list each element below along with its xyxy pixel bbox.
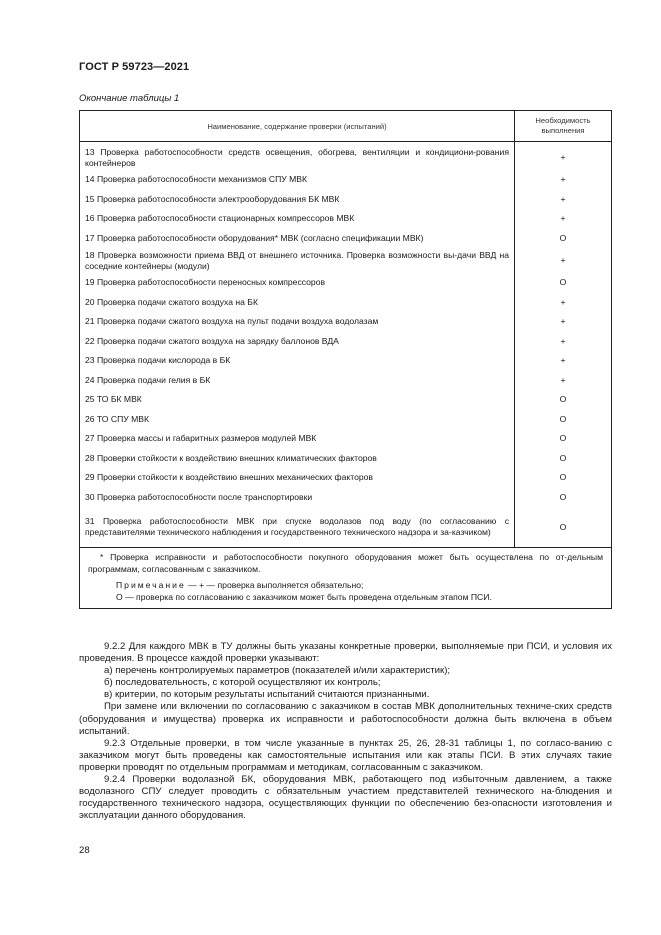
row-need: O — [515, 410, 612, 430]
row-name: 13 Проверка работоспособности средств освещения, обогрева, вентиляции и кондициони-рования контейнеров — [80, 142, 515, 171]
row-need: + — [515, 351, 612, 371]
row-name: 25 ТО БК МВК — [80, 390, 515, 410]
row-need: + — [515, 142, 612, 171]
row-name: 22 Проверка подачи сжатого воздуха на зарядку баллонов ВДА — [80, 332, 515, 352]
row-name: 17 Проверка работоспособности оборудования* МВК (согласно спецификации МВК) — [80, 229, 515, 249]
table-row — [80, 142, 612, 171]
row-need: + — [515, 248, 612, 273]
row-name: 30 Проверка работоспособности после транспортировки — [80, 488, 515, 508]
row-need: + — [515, 209, 612, 229]
note-label: Примечание — [116, 580, 186, 590]
row-name: 15 Проверка работоспособности электрооборудования БК МВК — [80, 190, 515, 210]
table-row — [80, 488, 612, 508]
row-need: O — [515, 429, 612, 449]
row-need: O — [515, 468, 612, 488]
table-row — [80, 229, 612, 249]
table-row — [80, 332, 612, 352]
footnote: * Проверка исправности и работоспособности покупного оборудования может быть осуществлена по от-дельным программам, согласованным с заказчиком. — [88, 552, 603, 574]
table-row — [80, 190, 612, 210]
column-header-name: Наименование, содержание проверки (испытаний) — [80, 111, 515, 142]
row-need: O — [515, 449, 612, 469]
row-name: 21 Проверка подачи сжатого воздуха на пульт подачи воздуха водолазам — [80, 312, 515, 332]
row-name: 26 ТО СПУ МВК — [80, 410, 515, 430]
row-need: + — [515, 312, 612, 332]
table-notes — [80, 548, 612, 609]
note-line-1 — [116, 580, 603, 592]
table-row — [80, 468, 612, 488]
table-row — [80, 390, 612, 410]
row-name: 19 Проверка работоспособности переносных компрессоров — [80, 273, 515, 293]
row-need: O — [515, 507, 612, 548]
paragraph-9-2-4: 9.2.4 Проверки водолазной БК, оборудования МВК, работающего под избыточным давлением, а также водолазного СПУ следует проводить с обязательным участием представителей технического на-блюдения и государственного технического надзора, осуществляющих функции по обеспечению без-опасности изготовления и эксплуатации данного оборудования. — [79, 774, 612, 822]
row-need: O — [515, 390, 612, 410]
list-item-a: а) перечень контролируемых параметров (показателей и/или характеристик); — [104, 665, 451, 677]
document-code: ГОСТ Р 59723—2021 — [79, 61, 190, 73]
paragraph-9-2-3: 9.2.3 Отдельные проверки, в том числе указанные в пунктах 25, 26, 28-31 таблицы 1, по согласо-ванию с заказчиком могут быть проведены как самостоятельные испытания или как этапы ПСИ. В этих случаях такие проверки проводят по отдельным программам и методикам, согласованным с заказчиком. — [79, 737, 612, 773]
table-row — [80, 507, 612, 548]
row-name: 24 Проверка подачи гелия в БК — [80, 371, 515, 391]
row-name: 14 Проверка работоспособности механизмов СПУ МВК — [80, 170, 515, 190]
paragraph-9-2-2: 9.2.2 Для каждого МВК в ТУ должны быть указаны конкретные проверки, выполняемые при ПСИ, и условия их проведения. В процессе каждой проверки указывают: — [79, 641, 612, 665]
row-need: + — [515, 293, 612, 313]
table-row — [80, 429, 612, 449]
row-need: O — [515, 273, 612, 293]
table-row — [80, 273, 612, 293]
row-name: 23 Проверка подачи кислорода в БК — [80, 351, 515, 371]
paragraph-replacement: При замене или включении по согласованию с заказчиком в состав МВК дополнительных техниче-ских средств (оборудования и имущества) проверка их исправности и работоспособности должна быть включена в объем испытаний. — [79, 701, 612, 737]
row-need: + — [515, 371, 612, 391]
table-row — [80, 293, 612, 313]
row-name: 27 Проверка массы и габаритных размеров модулей МВК — [80, 429, 515, 449]
list-item-b: б) последовательность, с которой осуществляют их контроль; — [104, 677, 381, 689]
row-need: + — [515, 170, 612, 190]
table-row — [80, 351, 612, 371]
table-header-row — [80, 111, 612, 142]
note-line-2: О — проверка по согласованию с заказчиком может быть проведена отдельным этапом ПСИ. — [116, 591, 492, 602]
row-name: 16 Проверка работоспособности стационарных компрессоров МВК — [80, 209, 515, 229]
checks-table — [79, 110, 612, 609]
row-need: + — [515, 332, 612, 352]
row-name: 18 Проверка возможности приема ВВД от внешнего источника. Проверка возможности вы-дачи ВВД на соседние контейнеры (модули) — [80, 248, 515, 273]
row-name: 28 Проверки стойкости к воздействию внешних климатических факторов — [80, 449, 515, 469]
body-text — [79, 641, 612, 822]
column-header-need: Необходимость выполнения — [515, 111, 612, 142]
table-row — [80, 371, 612, 391]
table-notes-row — [80, 548, 612, 609]
table-row — [80, 209, 612, 229]
table-row — [80, 312, 612, 332]
table-row — [80, 410, 612, 430]
row-name: 20 Проверка подачи сжатого воздуха на БК — [80, 293, 515, 313]
list-item-c: в) критерии, по которым результаты испытаний считаются признанными. — [104, 689, 430, 701]
row-need: + — [515, 190, 612, 210]
row-name: 29 Проверки стойкости к воздействию внешних механических факторов — [80, 468, 515, 488]
table-caption: Окончание таблицы 1 — [79, 93, 180, 104]
row-name: 31 Проверка работоспособности МВК при спуске водолазов под воду (по согласованию с представителями технического наблюдения и государственного технического надзора и за-казчиком) — [80, 507, 515, 548]
note-text-1: — + — проверка выполняется обязательно; — [185, 580, 364, 590]
table-row — [80, 170, 612, 190]
table-row — [80, 449, 612, 469]
page-number: 28 — [79, 845, 90, 856]
table-row — [80, 248, 612, 273]
row-need: O — [515, 488, 612, 508]
row-need: O — [515, 229, 612, 249]
